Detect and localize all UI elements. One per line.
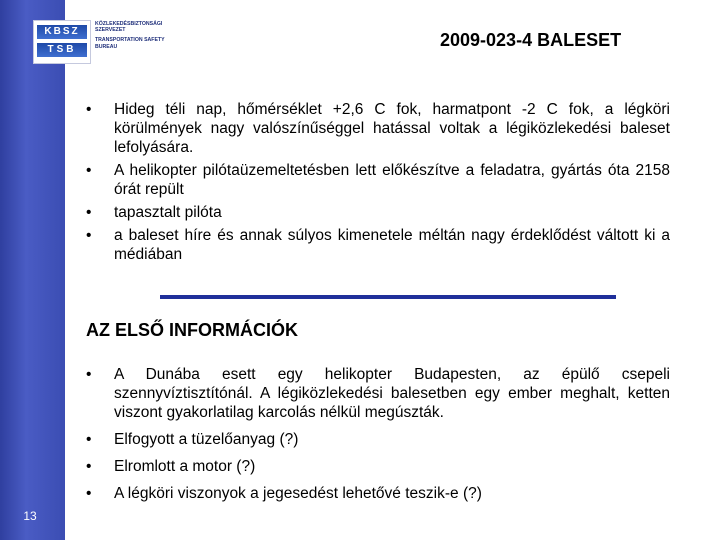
divider-line — [160, 295, 616, 299]
logo-abbr-top: KBSZ — [37, 25, 87, 39]
section-heading: AZ ELSŐ INFORMÁCIÓK — [86, 320, 298, 340]
logo-badge — [33, 20, 91, 64]
logo-text-en-1: TRANSPORTATION SAFETY — [95, 37, 165, 44]
list-item: • a baleset híre és annak súlyos kimenetele méltán nagy érdeklődést váltott ki a médiában — [80, 226, 670, 264]
list-item: • A Dunába esett egy helikopter Budapesten, az épülő csepeli szennyvíztisztítónál. A légiközlekedési balesetben egy ember meghalt, ketten viszont gyakorlatilag karcolás nélkül megúszták. — [80, 365, 670, 422]
logo-abbr-bottom: TSB — [37, 43, 87, 57]
list-item: • Hideg téli nap, hőmérséklet +2,6 C fok, harmatpont -2 C fok, a légköri körülmények nagy valószínűséggel hatással voltak a légiközlekedési baleset lefolyására. — [80, 100, 670, 157]
slide-number: 13 — [23, 509, 37, 523]
logo-text-en-2: BUREAU — [95, 43, 118, 50]
kbsz-tsb-logo — [33, 20, 169, 62]
list-item: • A légköri viszonyok a jegesedést lehetővé teszik-e (?) — [80, 484, 670, 503]
left-sidebar-bar — [0, 0, 65, 540]
first-bullet-list — [80, 100, 670, 268]
list-item: • A helikopter pilótaüzemeltetésben lett előkészítve a feladatra, gyártás óta 2158 órát repült — [80, 161, 670, 199]
logo-text — [95, 21, 173, 50]
slide-title: 2009-023-4 BALESET — [440, 30, 622, 50]
logo-text-hu-2: SZERVEZET — [95, 27, 126, 34]
list-item: • Elfogyott a tüzelőanyag (?) — [80, 430, 670, 449]
list-item: • tapasztalt pilóta — [80, 203, 670, 222]
list-item: • Elromlott a motor (?) — [80, 457, 670, 476]
second-bullet-list — [80, 365, 670, 511]
logo-text-hu-1: KÖZLEKEDÉSBIZTONSÁGI — [95, 21, 163, 27]
